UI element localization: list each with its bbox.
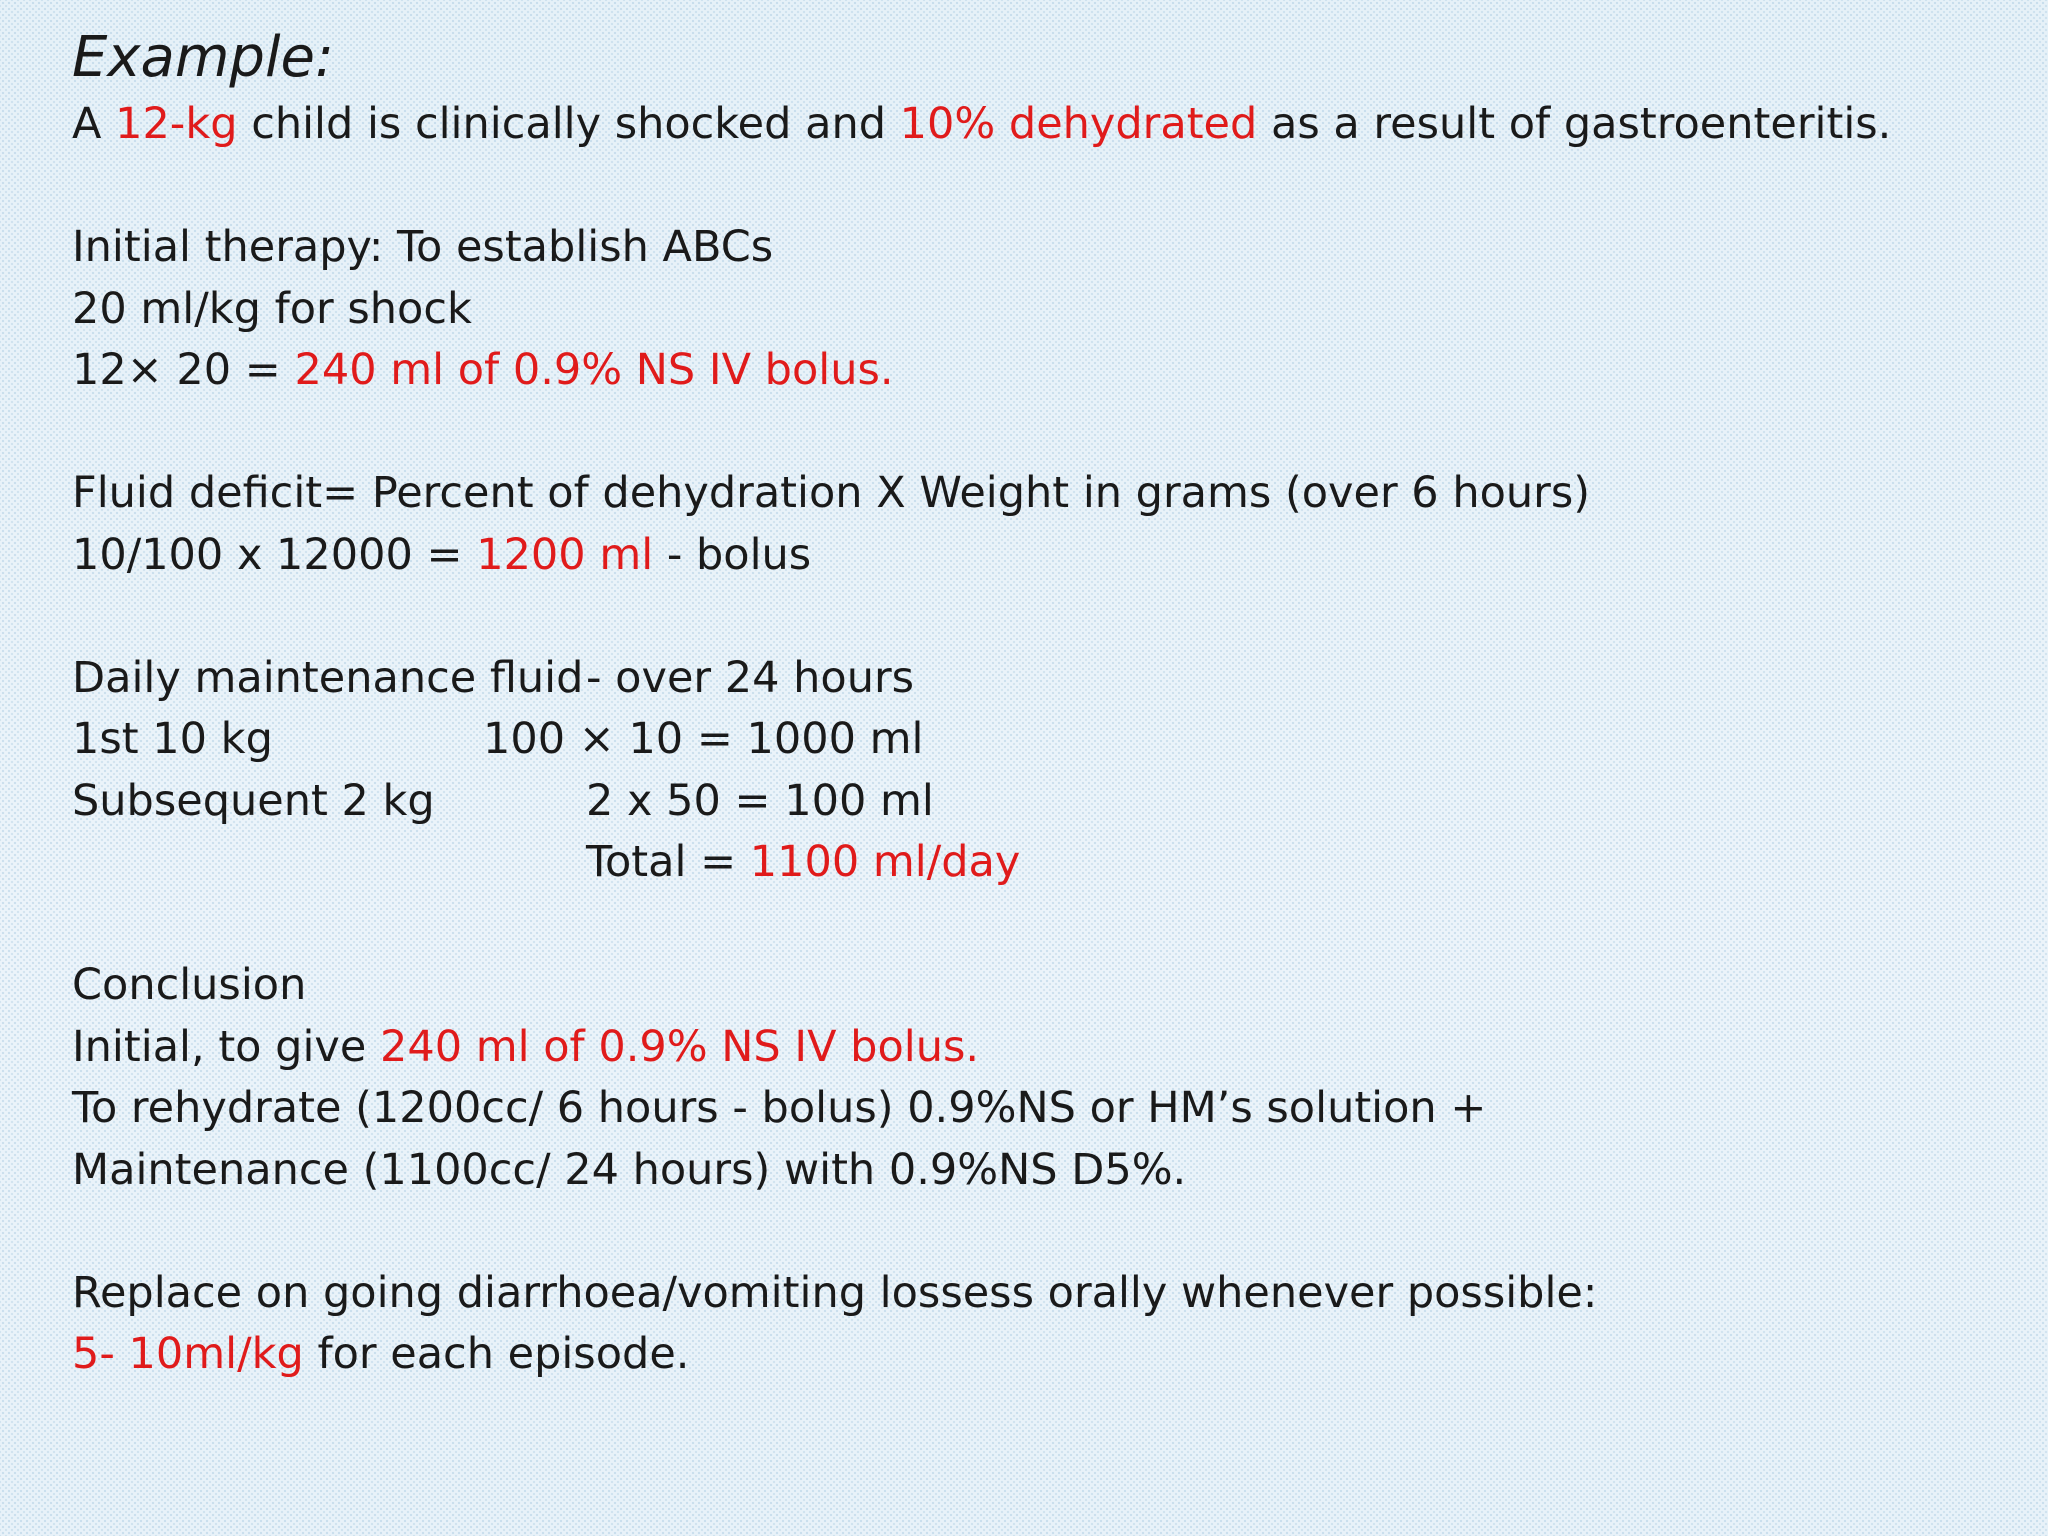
losses-line: Replace on going diarrhoea/vomiting lossess orally whenever possible: <box>72 1267 1598 1318</box>
bolus-calc-prefix: 12× 20 = <box>72 345 295 395</box>
conclusion-maintenance: Maintenance (1100cc/ 24 hours) with 0.9%NS D5%. <box>72 1144 1187 1195</box>
bolus-calc-result: 240 ml of 0.9% NS IV bolus. <box>294 345 894 395</box>
row2-label: Subsequent 2 kg <box>72 775 435 826</box>
losses-amount-line <box>72 1324 2012 1386</box>
conclusion-initial <box>72 1017 2012 1079</box>
deficit-calc-prefix: 10/100 x 12000 = <box>72 529 477 580</box>
total-prefix: Total = <box>586 837 750 887</box>
maintenance-total <box>72 832 2012 894</box>
spacer <box>72 156 2012 218</box>
conclusion-initial-prefix: Initial, to give <box>72 1021 380 1072</box>
losses-amount-suffix: for each episode. <box>303 1329 690 1379</box>
maintenance-row-first-10kg <box>72 709 2012 771</box>
total-value: 1100 ml/day <box>749 837 1021 887</box>
bolus-calc-line <box>72 340 2012 402</box>
conclusion-initial-value: 240 ml of 0.9% NS IV bolus. <box>379 1021 980 1072</box>
intro-text-1: A <box>72 99 116 149</box>
initial-therapy-heading: Initial therapy: To establish ABCs <box>72 222 774 272</box>
deficit-calc-result: 1200 ml <box>476 529 654 580</box>
child-weight-highlight: 12-kg <box>115 99 238 149</box>
total-group <box>586 832 1020 894</box>
row1-calc: 100 × 10 = 1000 ml <box>483 714 924 764</box>
deficit-calc-line <box>72 525 2012 587</box>
shock-rate-line: 20 ml/kg for shock <box>72 283 472 334</box>
intro-text-3: as a result of gastroenteritis. <box>1257 99 1892 149</box>
spacer <box>72 586 2012 648</box>
maintenance-heading-label: Daily maintenance fluid <box>72 652 584 703</box>
conclusion-heading: Conclusion <box>72 960 307 1010</box>
row2-calc: 2 x 50 = 100 ml <box>586 775 934 826</box>
conclusion-rehydrate: To rehydrate (1200cc/ 6 hours - bolus) 0.9%NS or HM’s solution + <box>72 1083 1487 1133</box>
deficit-calc-suffix: - bolus <box>653 529 812 580</box>
intro-text-2: child is clinically shocked and <box>237 99 900 149</box>
maintenance-heading <box>72 648 2012 710</box>
spacer <box>72 402 2012 464</box>
slide-content <box>72 22 2012 1386</box>
slide-title: Example: <box>72 25 334 90</box>
fluid-deficit-formula: Fluid deficit= Percent of dehydration X Weight in grams (over 6 hours) <box>72 468 1590 518</box>
spacer <box>72 1201 2012 1263</box>
dehydration-highlight: 10% dehydrated <box>899 99 1258 149</box>
maintenance-row-subsequent <box>72 771 2012 833</box>
maintenance-heading-note: - over 24 hours <box>586 652 915 703</box>
spacer <box>72 894 2012 956</box>
row1-label: 1st 10 kg <box>72 714 273 764</box>
intro-line <box>72 94 2012 156</box>
losses-amount: 5- 10ml/kg <box>72 1329 304 1379</box>
